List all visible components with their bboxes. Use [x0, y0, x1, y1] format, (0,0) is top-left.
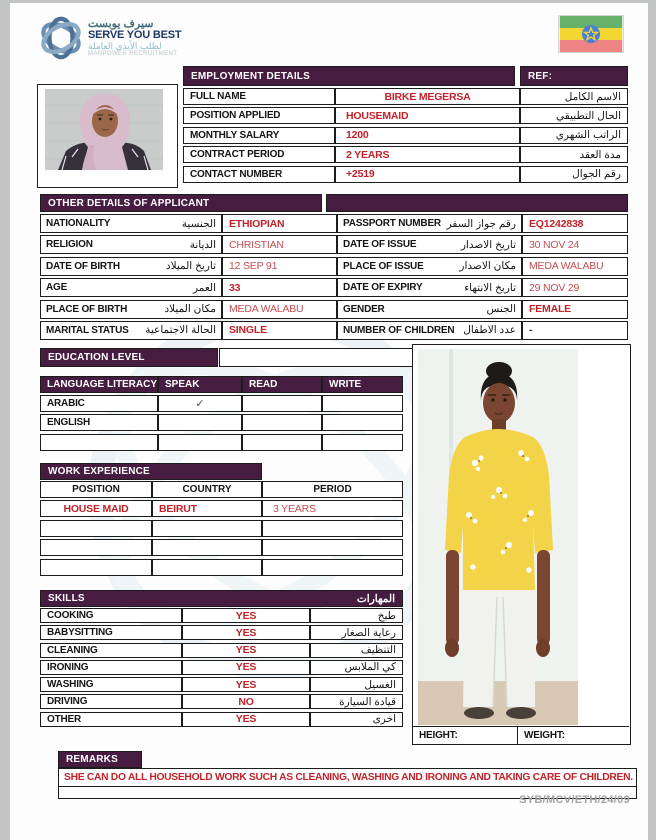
- row-label: NUMBER OF CHILDREN: [343, 324, 455, 336]
- other-details-section-title: [40, 194, 322, 212]
- applicant-fullbody-photo-panel: [412, 344, 631, 745]
- table-row: [40, 235, 628, 254]
- speak-checkmark: ✓: [195, 398, 205, 410]
- row-label: MONTHLY SALARY: [190, 129, 280, 141]
- table-row: [40, 278, 628, 297]
- row-label: CONTACT NUMBER: [190, 168, 283, 180]
- column-header: READ: [249, 379, 278, 390]
- row-arabic-label: الجنس: [486, 303, 516, 316]
- skill-label: DRIVING: [47, 696, 88, 708]
- table-row: [183, 88, 628, 105]
- row-arabic-label: العمر: [192, 281, 216, 294]
- weight-label: WEIGHT:: [524, 730, 565, 741]
- skill-label: COOKING: [47, 610, 94, 621]
- table-row: [40, 414, 403, 431]
- applicant-portrait-photo: [37, 84, 178, 188]
- skill-label: IRONING: [47, 661, 89, 673]
- column-header: LANGUAGE LITERACY: [47, 379, 157, 390]
- row-label: RELIGION: [46, 239, 93, 251]
- row-arabic-label: الراتب الشهري: [555, 129, 621, 142]
- row-value: EQ1242838: [529, 217, 584, 230]
- employment-details-table: [183, 66, 628, 185]
- row-arabic-label: الجنسية: [181, 217, 216, 230]
- table-row: [40, 500, 403, 517]
- table-row: [40, 214, 628, 233]
- page-sheet: [10, 3, 648, 840]
- other-details-table: [40, 194, 628, 342]
- row-label: FULL NAME: [190, 91, 246, 102]
- table-row: [40, 660, 403, 675]
- work-experience-table: [40, 481, 403, 578]
- skill-arabic-label: التنظيف: [360, 644, 396, 657]
- row-arabic-label: الديانة: [189, 238, 216, 251]
- row-arabic-label: تاريخ الانتهاء: [464, 281, 516, 294]
- table-row: [40, 434, 403, 451]
- column-header: PERIOD: [313, 484, 352, 495]
- row-value: BIRKE MEGERSA: [384, 90, 471, 103]
- table-row: [183, 166, 628, 183]
- ethiopia-flag-icon: [558, 15, 624, 53]
- education-level-bar: [40, 348, 218, 367]
- row-arabic-label: الاسم الكامل: [564, 90, 621, 103]
- table-row: [183, 127, 628, 144]
- column-header: SPEAK: [165, 379, 200, 390]
- section-title-text: EMPLOYMENT DETAILS: [191, 70, 310, 82]
- skill-label: WASHING: [47, 679, 94, 691]
- row-label: CONTRACT PERIOD: [190, 149, 285, 161]
- table-row: [183, 107, 628, 124]
- table-row: [40, 625, 403, 640]
- table-row: [40, 694, 403, 709]
- section-title-text: WORK EXPERIENCE: [48, 466, 150, 477]
- remarks-text: SHE CAN DO ALL HOUSEHOLD WORK SUCH AS CLEANING, WASHING AND IRONING AND TAKING CARE OF CHILDREN.: [64, 772, 633, 783]
- table-row: [183, 146, 628, 163]
- skill-label: OTHER: [47, 713, 82, 725]
- row-value: MEDA WALABU: [529, 260, 604, 273]
- table-header-row: [40, 481, 403, 498]
- language-name: ENGLISH: [47, 417, 91, 429]
- other-details-title-extension: [326, 194, 628, 212]
- row-value: SINGLE: [229, 324, 267, 337]
- table-header-row: [40, 376, 403, 393]
- row-label: DATE OF EXPIRY: [343, 282, 423, 294]
- skills-bar: [40, 590, 403, 607]
- row-arabic-label: تاريخ الميلاد: [165, 260, 216, 273]
- language-name: ARABIC: [47, 398, 85, 409]
- row-arabic-label: مدة العقد: [579, 148, 621, 161]
- skill-arabic-label: قيادة السيارة: [339, 695, 396, 708]
- row-arabic-label: تاريخ الاصدار: [460, 238, 516, 251]
- skill-value: YES: [235, 626, 257, 639]
- height-weight-row: [413, 726, 629, 744]
- row-value: 29 NOV 29: [529, 281, 580, 294]
- ref-cell: [520, 66, 628, 86]
- table-row: [40, 300, 628, 319]
- section-title-text: EDUCATION LEVEL: [48, 352, 145, 363]
- row-value: 2 YEARS: [346, 148, 390, 161]
- row-label: PASSPORT NUMBER: [343, 218, 441, 229]
- row-value: FEMALE: [529, 303, 571, 316]
- section-title-text: REMARKS: [66, 754, 118, 765]
- applicant-fullbody-photo: [413, 345, 629, 725]
- skill-arabic-label: اخرى: [372, 713, 396, 726]
- row-value: HOUSEMAID: [346, 109, 409, 122]
- column-header: WRITE: [329, 379, 362, 390]
- skill-value: YES: [235, 678, 257, 691]
- work-experience-bar: [40, 463, 262, 480]
- skill-arabic-label: طبخ: [377, 609, 396, 622]
- section-title-text: OTHER DETAILS OF APPLICANT: [48, 197, 210, 209]
- skills-table: [40, 608, 403, 729]
- skill-label: CLEANING: [47, 644, 98, 656]
- row-value: MEDA WALABU: [229, 303, 304, 316]
- period-value: 3 YEARS: [273, 502, 316, 515]
- row-label: POSITION APPLIED: [190, 110, 281, 122]
- education-level-value: [219, 348, 413, 367]
- skills-arabic-title: المهارات: [356, 592, 395, 605]
- row-value: +2519: [346, 168, 375, 181]
- section-title-text: SKILLS: [48, 593, 85, 604]
- column-header: POSITION: [72, 484, 120, 495]
- position-value: HOUSE MAID: [63, 502, 129, 515]
- logo-mark-icon: [38, 15, 84, 61]
- height-label: HEIGHT:: [419, 730, 458, 741]
- row-value: 30 NOV 24: [529, 238, 580, 251]
- table-row: [40, 712, 403, 727]
- language-literacy-table: [40, 376, 403, 453]
- table-row: [40, 643, 403, 658]
- document-code: SYB/MCV/ETH/24/09: [519, 794, 630, 806]
- table-row: [40, 559, 403, 576]
- table-row: [40, 395, 403, 412]
- row-label: DATE OF ISSUE: [343, 239, 417, 251]
- row-label: PLACE OF BIRTH: [46, 303, 128, 315]
- row-arabic-label: الحال التطبيقي: [556, 109, 621, 122]
- skill-arabic-label: رعاية الصغار: [341, 626, 396, 639]
- skill-arabic-label: كي الملابس: [344, 661, 396, 674]
- logo-subtitle: MANPOWER RECRUITMENT: [88, 51, 178, 58]
- row-arabic-label: رقم جواز السفر: [446, 217, 516, 230]
- table-row: [40, 321, 628, 340]
- row-arabic-label: رقم الجوال: [572, 168, 621, 181]
- country-value: BEIRUT: [159, 502, 197, 515]
- employment-section-title: [183, 66, 515, 86]
- skill-value: YES: [235, 661, 257, 674]
- remarks-bar: [58, 751, 142, 768]
- table-row: [40, 257, 628, 276]
- row-label: PLACE OF ISSUE: [343, 260, 424, 272]
- row-label: GENDER: [343, 303, 385, 315]
- row-arabic-label: مكان الاصدار: [459, 260, 516, 273]
- row-value: CHRISTIAN: [229, 238, 284, 251]
- row-value: 1200: [346, 129, 369, 142]
- row-value: ETHIOPIAN: [229, 217, 285, 230]
- logo-arabic-title: سيرف يوبست: [88, 17, 154, 30]
- row-value: 12 SEP 91: [229, 260, 278, 273]
- table-row: [40, 539, 403, 556]
- logo-title: SERVE YOU BEST: [88, 29, 182, 42]
- row-arabic-label: عدد الاطفال: [463, 324, 516, 337]
- column-header: COUNTRY: [182, 484, 232, 495]
- row-label: DATE OF BIRTH: [46, 260, 120, 272]
- table-row: [40, 608, 403, 623]
- skill-value: NO: [238, 695, 254, 708]
- row-arabic-label: مكان الميلاد: [164, 303, 216, 316]
- table-row: [40, 520, 403, 537]
- row-label: MARITAL STATUS: [46, 324, 129, 336]
- agency-logo: [38, 10, 188, 66]
- row-label: NATIONALITY: [46, 218, 111, 229]
- row-value: -: [529, 324, 533, 337]
- skill-value: YES: [235, 644, 257, 657]
- logo-arabic-subtitle: لطلب الأيدي العاملة: [88, 40, 162, 51]
- ref-label: REF:: [528, 70, 553, 82]
- row-arabic-label: الحالة الاجتماعية: [145, 324, 216, 337]
- row-label: AGE: [46, 282, 68, 294]
- skill-arabic-label: الغسيل: [364, 678, 396, 691]
- table-row: [40, 677, 403, 692]
- skill-label: BABYSITTING: [47, 627, 113, 639]
- skill-value: YES: [235, 713, 257, 726]
- row-value: 33: [229, 281, 241, 294]
- skill-value: YES: [235, 609, 257, 622]
